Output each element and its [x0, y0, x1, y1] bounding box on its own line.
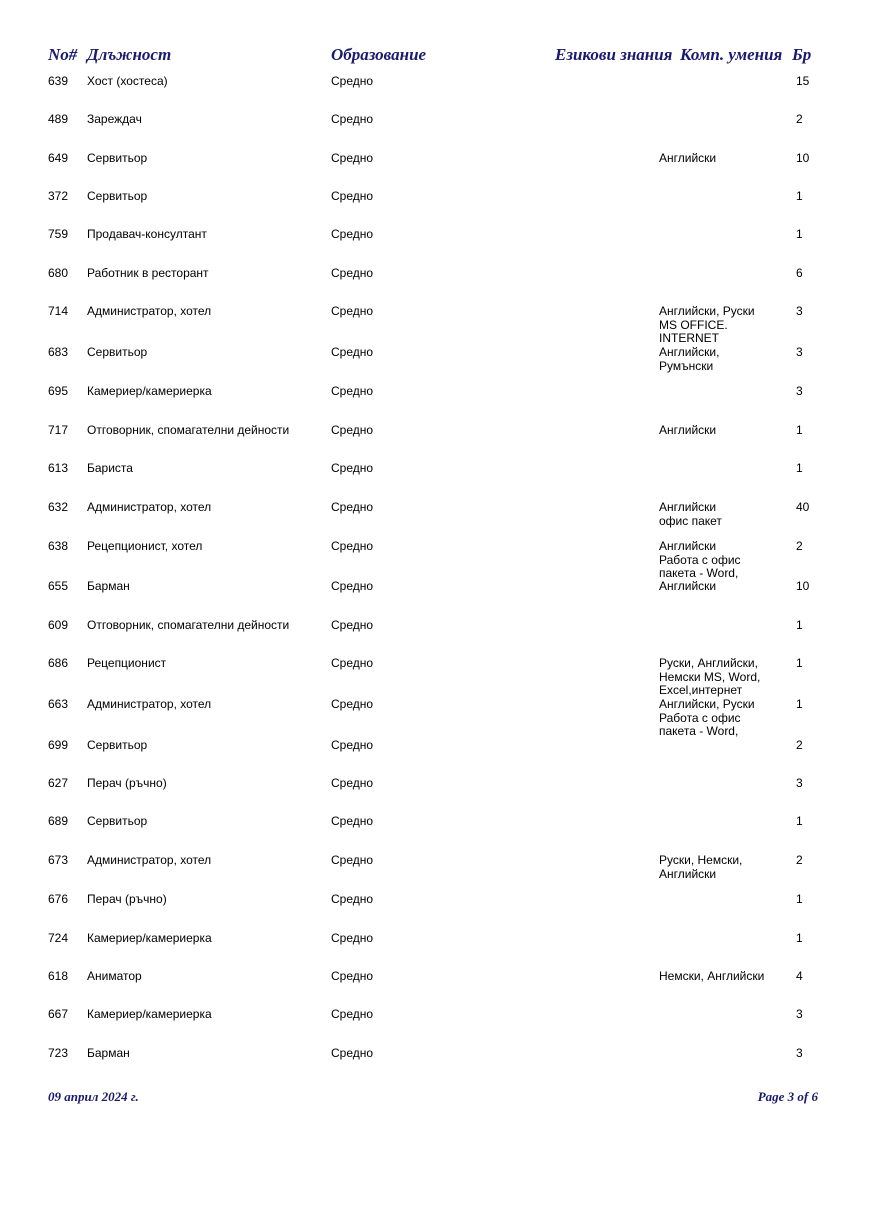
header-computer-skills: Комп. умения — [680, 45, 783, 64]
row-count: 2 — [796, 112, 803, 126]
row-count: 1 — [796, 189, 803, 203]
row-number: 639 — [48, 74, 69, 88]
row-position: Сервитьор — [87, 814, 148, 828]
row-skills: Английски, Румънски — [659, 345, 720, 373]
row-count: 2 — [796, 539, 803, 553]
header-no: No# — [48, 45, 78, 64]
row-number: 618 — [48, 969, 69, 983]
row-count: 10 — [796, 151, 810, 165]
row-count: 1 — [796, 814, 803, 828]
row-count: 3 — [796, 384, 803, 398]
row-number: 699 — [48, 738, 69, 752]
row-position: Продавач-консултант — [87, 227, 207, 241]
row-position: Администратор, хотел — [87, 304, 212, 318]
row-position: Администратор, хотел — [87, 500, 212, 514]
row-count: 3 — [796, 1007, 803, 1021]
row-position: Сервитьор — [87, 189, 148, 203]
row-skills: Английски — [659, 423, 717, 437]
row-position: Барман — [87, 579, 130, 593]
row-education: Средно — [331, 500, 374, 514]
row-skills: Английски — [659, 151, 717, 165]
row-skills: Руски, Английски, Немски MS, Word, Excel,интернет — [659, 656, 761, 697]
header-position: Длъжност — [87, 45, 172, 64]
row-position: Сервитьор — [87, 151, 148, 165]
row-number: 613 — [48, 461, 69, 475]
row-skills: Английски Работа с офис пакета - Word, — [659, 539, 741, 580]
header-languages: Езикови знания — [555, 45, 673, 64]
row-count: 1 — [796, 656, 803, 670]
row-education: Средно — [331, 697, 374, 711]
row-number: 609 — [48, 618, 69, 632]
row-count: 1 — [796, 618, 803, 632]
row-education: Средно — [331, 776, 374, 790]
row-education: Средно — [331, 461, 374, 475]
row-count: 4 — [796, 969, 803, 983]
row-count: 3 — [796, 776, 803, 790]
row-position: Отговорник, спомагателни дейности — [87, 618, 290, 632]
row-count: 1 — [796, 461, 803, 475]
row-position: Камериер/камериерка — [87, 931, 212, 945]
row-position: Аниматор — [87, 969, 142, 983]
row-number: 638 — [48, 539, 69, 553]
row-count: 2 — [796, 738, 803, 752]
row-education: Средно — [331, 579, 374, 593]
row-education: Средно — [331, 1046, 374, 1060]
row-position: Хост (хостеса) — [87, 74, 168, 88]
row-position: Камериер/камериерка — [87, 1007, 212, 1021]
footer-page-number: Page 3 of 6 — [757, 1089, 818, 1104]
row-count: 10 — [796, 579, 810, 593]
row-position: Рецепционист, хотел — [87, 539, 203, 553]
row-education: Средно — [331, 853, 374, 867]
row-number: 689 — [48, 814, 69, 828]
row-education: Средно — [331, 189, 374, 203]
row-count: 1 — [796, 931, 803, 945]
row-skills: Английски, Руски MS OFFICE. INTERNET — [659, 304, 755, 345]
header-education: Образование — [331, 45, 427, 64]
row-education: Средно — [331, 112, 374, 126]
row-education: Средно — [331, 1007, 374, 1021]
row-number: 673 — [48, 853, 69, 867]
row-number: 372 — [48, 189, 69, 203]
row-count: 1 — [796, 423, 803, 437]
row-education: Средно — [331, 384, 374, 398]
row-number: 723 — [48, 1046, 69, 1060]
row-number: 724 — [48, 931, 69, 945]
row-education: Средно — [331, 656, 374, 670]
row-number: 686 — [48, 656, 69, 670]
row-education: Средно — [331, 738, 374, 752]
row-education: Средно — [331, 539, 374, 553]
row-count: 1 — [796, 697, 803, 711]
row-education: Средно — [331, 969, 374, 983]
row-position: Перач (ръчно) — [87, 776, 167, 790]
row-education: Средно — [331, 266, 374, 280]
row-skills: Английски офис пакет — [659, 500, 722, 528]
row-position: Администратор, хотел — [87, 697, 212, 711]
row-education: Средно — [331, 151, 374, 165]
row-number: 717 — [48, 423, 69, 437]
row-skills: Немски, Английски — [659, 969, 765, 983]
row-position: Сервитьор — [87, 345, 148, 359]
row-education: Средно — [331, 227, 374, 241]
row-count: 1 — [796, 892, 803, 906]
row-number: 680 — [48, 266, 69, 280]
row-education: Средно — [331, 345, 374, 359]
row-number: 627 — [48, 776, 69, 790]
row-number: 655 — [48, 579, 69, 593]
row-position: Камериер/камериерка — [87, 384, 212, 398]
row-education: Средно — [331, 423, 374, 437]
row-count: 3 — [796, 304, 803, 318]
row-count: 6 — [796, 266, 803, 280]
row-skills: Английски — [659, 579, 717, 593]
row-education: Средно — [331, 814, 374, 828]
row-skills: Руски, Немски, Английски — [659, 853, 743, 881]
row-education: Средно — [331, 74, 374, 88]
row-education: Средно — [331, 892, 374, 906]
row-position: Отговорник, спомагателни дейности — [87, 423, 290, 437]
row-position: Сервитьор — [87, 738, 148, 752]
row-number: 632 — [48, 500, 69, 514]
row-education: Средно — [331, 931, 374, 945]
row-number: 489 — [48, 112, 69, 126]
row-count: 15 — [796, 74, 810, 88]
row-education: Средно — [331, 304, 374, 318]
row-position: Бариста — [87, 461, 133, 475]
row-count: 40 — [796, 500, 810, 514]
row-count: 3 — [796, 1046, 803, 1060]
row-position: Работник в ресторант — [87, 266, 209, 280]
row-number: 714 — [48, 304, 69, 318]
footer-date: 09 април 2024 г. — [48, 1089, 139, 1104]
row-count: 2 — [796, 853, 803, 867]
row-number: 683 — [48, 345, 69, 359]
row-count: 3 — [796, 345, 803, 359]
row-position: Рецепционист — [87, 656, 167, 670]
row-number: 676 — [48, 892, 69, 906]
row-number: 663 — [48, 697, 69, 711]
row-number: 667 — [48, 1007, 69, 1021]
row-position: Зареждач — [87, 112, 142, 126]
row-number: 759 — [48, 227, 69, 241]
row-position: Администратор, хотел — [87, 853, 212, 867]
header-count: Бр — [792, 45, 812, 64]
row-count: 1 — [796, 227, 803, 241]
row-number: 695 — [48, 384, 69, 398]
row-number: 649 — [48, 151, 69, 165]
row-position: Барман — [87, 1046, 130, 1060]
row-position: Перач (ръчно) — [87, 892, 167, 906]
row-education: Средно — [331, 618, 374, 632]
row-skills: Английски, Руски Работа с офис пакета - Word, — [659, 697, 755, 738]
